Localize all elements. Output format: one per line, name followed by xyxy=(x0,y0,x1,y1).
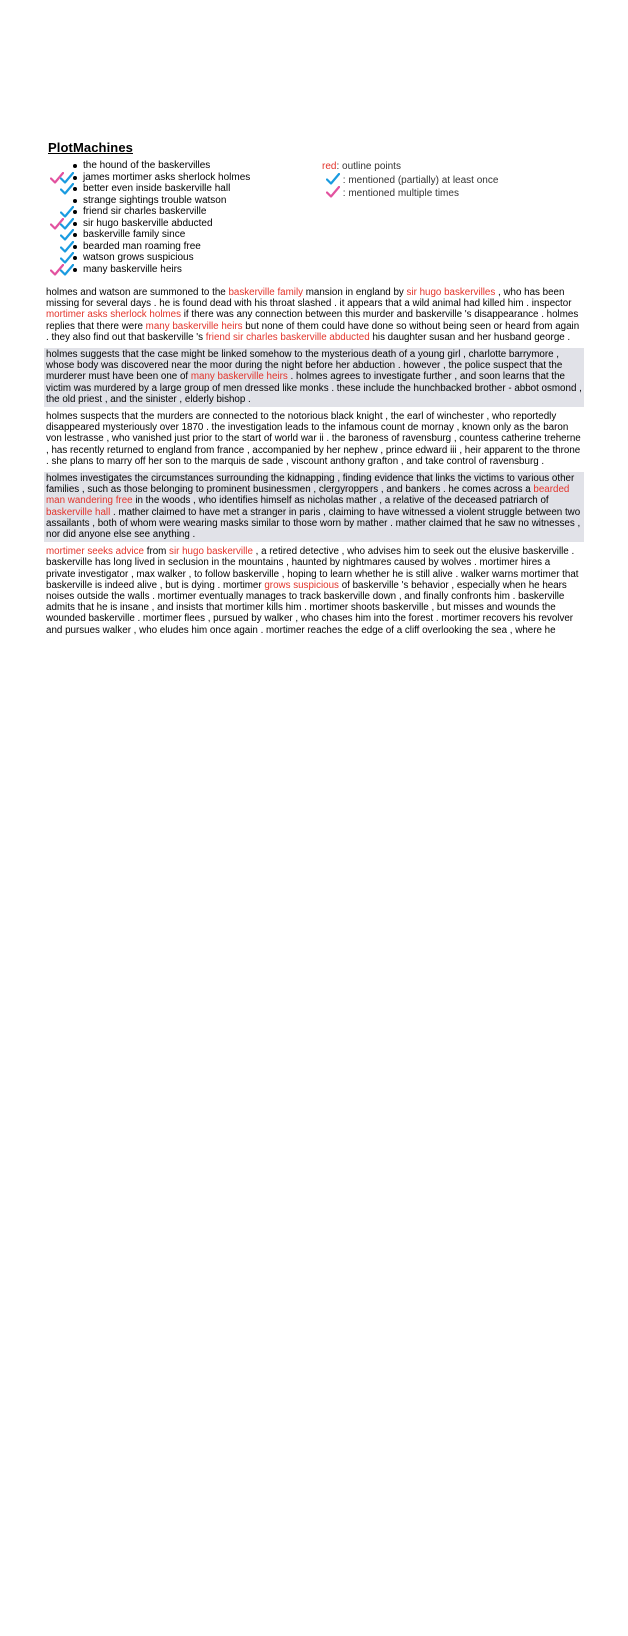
bullet-icon xyxy=(73,210,77,214)
story-text: holmes and watson are summoned to the xyxy=(46,287,229,298)
legend-row-blue xyxy=(322,173,498,186)
outline-point-mention: bearded man wandering free xyxy=(46,484,570,507)
blue-check-icon xyxy=(60,264,74,276)
story-text: from xyxy=(144,546,170,558)
story-text: his daughter susan and her husband george . xyxy=(369,331,571,343)
story-text: holmes suspects that the murders are connected to the notorious black knight , the earl of winchester , who reportedly disappeared mysteriously over 1870 . the investigation leads to the infamous count de mornay , known only as the baron von lestrasse , who vanished just prior to the start of world war ii . the baroness of ravensburg , countess catherine treherne , has recently returned to england from france , accompanied by her nephew , prince edward iii , heir apparent to the throne . she plans to marry off her son to the marquis de sade , viscount anthony grafton , and take control of ravensburg . xyxy=(46,411,581,467)
outline-item-label: sir hugo baskerville abducted xyxy=(83,217,213,229)
outline-point-mention: sir hugo baskerville xyxy=(169,546,253,558)
bullet-icon xyxy=(73,245,77,249)
story-text: of baskerville 's behavior , especially when he hears noises outside the walls . mortimer eventually manages to track baskerville down , and finally confronts him . baskerville admits that he is insane , and insists that mortimer kills him . mortimer shoots baskerville , but misses and wounds the wounded baskerville . mortimer flees , pursued by walker , who chases him into the forest . mortimer recovers his revolver and pursues walker , who eludes him once again . mortimer reaches the edge of a cliff overlooking the sea , where he xyxy=(46,579,574,636)
page-title: PlotMachines xyxy=(48,140,133,155)
outline-item xyxy=(46,172,250,184)
legend-red-desc: : outline points xyxy=(336,161,401,172)
story-paragraph xyxy=(44,348,584,407)
story-text: if there was any connection between this murder and baskerville 's disappearance . holmes replies that there were xyxy=(46,309,579,332)
story-paragraph xyxy=(44,410,584,469)
story-paragraph xyxy=(44,472,584,542)
bullet-icon xyxy=(73,176,77,180)
outline-marks xyxy=(46,229,74,241)
pink-check-icon xyxy=(326,186,340,198)
story-text: in the woods , who identifies himself as nicholas mather , a relative of the deceased patriarch of xyxy=(132,495,549,507)
outline-item xyxy=(46,241,250,253)
story-text: holmes suggests that the case might be linked somehow to the mysterious death of a young girl , charlotte barrymore , whose body was discovered near the moor during the night before her abduction . however , the police suspect that the murderer must have been one of xyxy=(46,349,563,383)
story-text: , a retired detective , who advises him to seek out the elusive baskerville . baskerville has long lived in seclusion in the mountains , haunted by nightmares caused by wolves . mortimer hires a private investigator , max walker , to follow baskerville , hoping to learn whether he is still alive . walker warns mortimer that baskerville is indeed alive , but is dying . mortimer xyxy=(46,546,579,591)
bullet-icon xyxy=(73,187,77,191)
story-paragraph xyxy=(44,286,584,345)
legend-blue-desc: : mentioned (partially) at least once xyxy=(342,175,499,186)
outline-marks xyxy=(46,241,74,253)
outline-item xyxy=(46,160,250,172)
outline-item xyxy=(46,183,250,195)
outline-item-label: baskerville family since xyxy=(83,229,186,240)
blue-check-icon xyxy=(60,229,74,241)
blue-check-icon xyxy=(326,173,340,185)
outline-marks xyxy=(46,160,74,172)
outline-item-label: strange sightings trouble watson xyxy=(83,194,227,206)
story-text: but none of them could have done so without being seen or heard from again . they also find out that baskerville 's xyxy=(46,320,580,343)
outline-marks xyxy=(46,195,74,207)
outline-point-mention: many baskerville heirs xyxy=(190,371,288,383)
outline-marks xyxy=(46,206,74,218)
outline-list xyxy=(46,160,250,275)
outline-item xyxy=(46,206,250,218)
outline-marks xyxy=(46,183,74,195)
outline-marks xyxy=(46,252,74,264)
blue-check-icon xyxy=(60,218,74,230)
outline-item-label: friend sir charles baskerville xyxy=(83,206,207,217)
outline-item xyxy=(46,252,250,264)
outline-point-mention: sir hugo baskervilles xyxy=(406,287,496,298)
outline-marks xyxy=(46,218,74,230)
outline-item-label: the hound of the baskervilles xyxy=(83,160,211,171)
story-text: , who has been missing for several days . he is found dead with his throat slashed . it appears that a wild animal had killed him . inspector xyxy=(46,287,572,310)
outline-item-label: james mortimer asks sherlock holmes xyxy=(83,171,251,183)
legend-row-red xyxy=(322,160,498,173)
outline-point-mention: many baskerville heirs xyxy=(145,320,243,332)
outline-item xyxy=(46,264,250,276)
outline-point-mention: baskerville family xyxy=(228,287,304,298)
legend-row-pink xyxy=(322,186,498,199)
outline-item xyxy=(46,218,250,230)
outline-point-mention: baskerville hall xyxy=(46,506,111,518)
bullet-icon xyxy=(73,256,77,260)
outline-item-label: better even inside baskerville hall xyxy=(83,183,231,194)
outline-point-mention: mortimer seeks advice xyxy=(46,546,144,558)
generated-story xyxy=(44,286,584,637)
outline-marks xyxy=(46,264,74,276)
legend xyxy=(322,160,498,199)
bullet-icon xyxy=(73,199,77,203)
story-text: . holmes agrees to investigate further , and soon learns that the victim was murdered by a large group of men dressed like monks . these include the hunchbacked brother - abbot osmond , the old priest , and the sinister , elderly bishop . xyxy=(46,371,582,405)
story-text: holmes investigates the circumstances surrounding the kidnapping , finding evidence that links the victims to various other families , such as those belonging to prominent businessmen , clergyroppers , and bankers . he comes across a xyxy=(46,473,575,496)
bullet-icon xyxy=(73,222,77,226)
blue-check-icon xyxy=(60,172,74,184)
outline-point-mention: friend sir charles baskerville abducted xyxy=(205,331,370,343)
blue-check-icon xyxy=(60,206,74,218)
outline-marks xyxy=(46,172,74,184)
blue-check-icon xyxy=(60,252,74,264)
bullet-icon xyxy=(73,233,77,237)
outline-point-mention: mortimer asks sherlock holmes xyxy=(46,309,182,321)
story-text: . mather claimed to have met a stranger in paris , claiming to have witnessed a violent struggle between two assailants , both of whom were wearing masks similar to those worn by mather . mather claimed that he saw no witnesses , nor did anyone else see anything . xyxy=(46,506,581,541)
outline-item xyxy=(46,195,250,207)
blue-check-icon xyxy=(60,183,74,195)
outline-item-label: bearded man roaming free xyxy=(83,240,201,252)
legend-pink-desc: : mentioned multiple times xyxy=(342,188,459,199)
outline-point-mention: grows suspicious xyxy=(264,579,339,591)
outline-item-label: many baskerville heirs xyxy=(83,263,182,275)
outline-item-label: watson grows suspicious xyxy=(83,252,194,263)
bullet-icon xyxy=(73,164,77,168)
story-paragraph xyxy=(44,545,584,637)
bullet-icon xyxy=(73,268,77,272)
story-text: mansion in england by xyxy=(303,287,407,298)
outline-item xyxy=(46,229,250,241)
legend-red-word: red xyxy=(322,161,337,172)
blue-check-icon xyxy=(60,241,74,253)
